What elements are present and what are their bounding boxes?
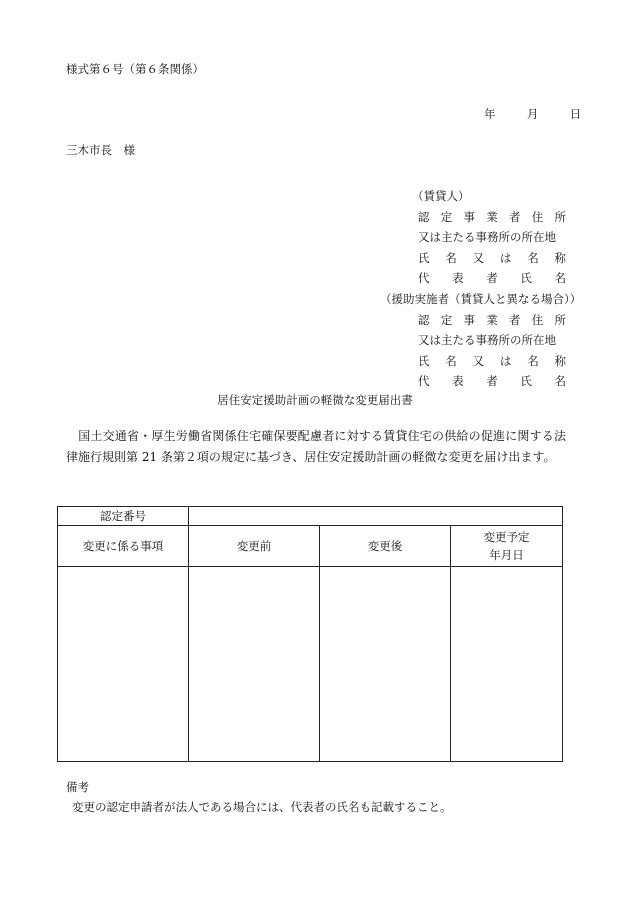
column-header-before: 変更前 [189, 526, 320, 567]
change-table [57, 506, 563, 762]
notes-title: 備考 [66, 780, 89, 794]
certification-row [58, 507, 563, 526]
date-month: 月 [526, 107, 539, 121]
table-header-row [58, 526, 563, 567]
document-title: 居住安定援助計画の軽微な変更届出書 [217, 393, 413, 407]
certification-number-label: 認定番号 [58, 507, 189, 526]
scheduled-date-cell[interactable] [451, 567, 563, 762]
date-year: 年 [484, 107, 496, 121]
column-header-scheduled-line2: 年月日 [489, 548, 524, 562]
item-cell[interactable] [58, 567, 189, 762]
lessor-section-label: （賃貸人） [412, 189, 470, 203]
table-row [58, 567, 563, 762]
date-day: 日 [569, 107, 582, 121]
column-header-scheduled-date [451, 526, 563, 567]
document-body: 国土交通省・厚生労働省関係住宅確保要配慮者に対する賃貸住宅の供給の促進に関する法律施行規則第 21 条第２項の規定に基づき、居住安定援助計画の軽微な変更を届け出ます。 [66, 429, 566, 464]
lessor-office-label: 又は主たる事務所の所在地 [418, 230, 556, 245]
certification-number-field[interactable] [189, 507, 563, 526]
column-header-item: 変更に係る事項 [58, 526, 189, 567]
date-line [484, 106, 581, 122]
applicant-block [380, 186, 582, 392]
support-provider-section-label: （援助実施者（賃貸人と異なる場合）） [380, 291, 582, 306]
column-header-scheduled-line1: 変更予定 [483, 530, 530, 544]
lessor-representative-label: 代 表 者 氏 名 [418, 271, 566, 286]
form-number: 様式第６号（第６条関係） [66, 62, 204, 76]
support-provider-name-label: 氏 名 又 は 名 称 [418, 353, 566, 368]
column-header-after: 変更後 [320, 526, 451, 567]
notes-text: 変更の認定申請者が法人である場合には、代表者の氏名も記載すること。 [72, 800, 452, 814]
support-provider-address-label: 認 定 事 業 者 住 所 [418, 312, 566, 327]
support-provider-representative-label: 代 表 者 氏 名 [418, 374, 566, 389]
after-cell[interactable] [320, 567, 451, 762]
before-cell[interactable] [189, 567, 320, 762]
lessor-name-label: 氏 名 又 は 名 称 [418, 250, 566, 265]
addressee: 三木市長 様 [66, 143, 135, 157]
lessor-address-label: 認 定 事 業 者 住 所 [418, 209, 566, 224]
support-provider-office-label: 又は主たる事務所の所在地 [418, 333, 556, 348]
